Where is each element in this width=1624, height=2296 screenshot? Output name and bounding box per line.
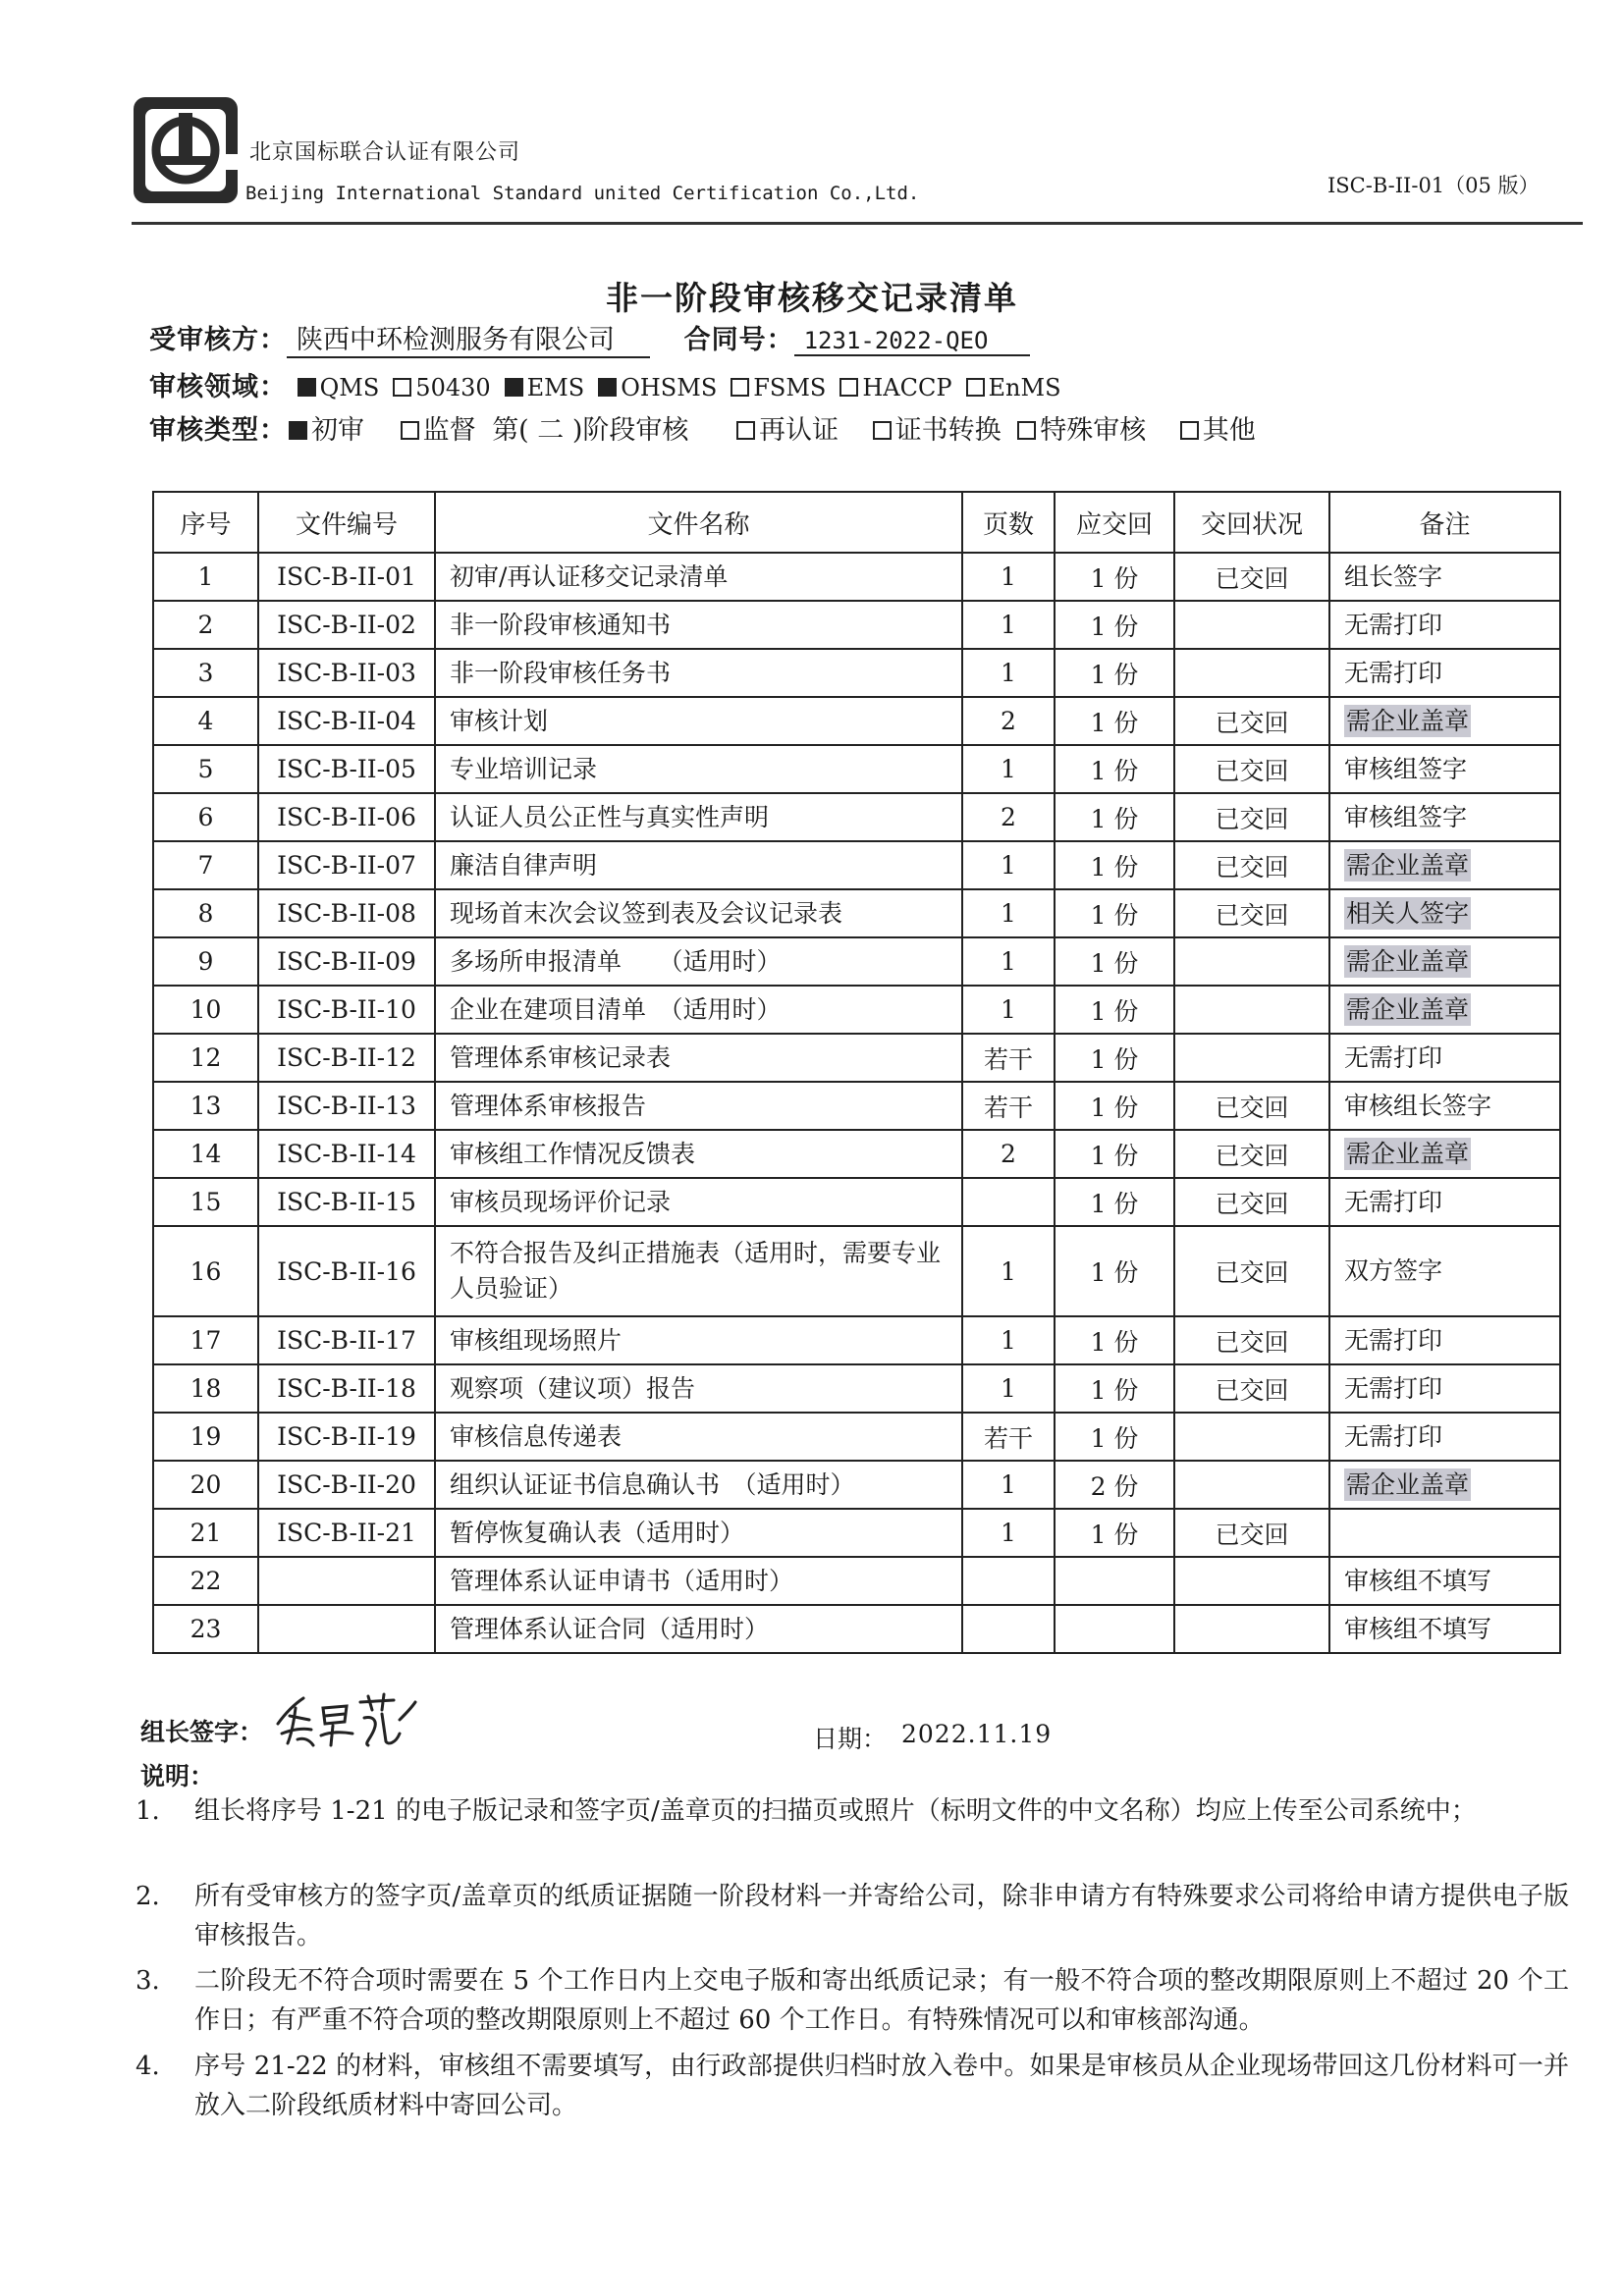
checkbox-domain-qms[interactable] (298, 378, 316, 397)
cell-code: ISC-B-II-20 (258, 1461, 435, 1509)
cell-no: 14 (153, 1130, 258, 1178)
cell-copies: 1 份 (1055, 841, 1174, 889)
remark-text: 审核组长签字 (1344, 1091, 1492, 1120)
remark-text: 审核组签字 (1344, 754, 1468, 783)
note-number: 3. (135, 1966, 160, 1996)
cell-remark (1329, 697, 1560, 745)
cell-pages: 1 (962, 937, 1055, 986)
table-row (153, 1178, 1560, 1226)
cell-name: 组织认证证书信息确认书 （适用时） (435, 1461, 962, 1509)
cell-pages (962, 1605, 1055, 1653)
remark-text: 无需打印 (1344, 1325, 1443, 1355)
cell-no: 9 (153, 937, 258, 986)
cell-no: 15 (153, 1178, 258, 1226)
note-text: 所有受审核方的签字页/盖章页的纸质证据随一阶段材料一并寄给公司，除非申请方有特殊要求公司将给申请方提供电子版审核报告。 (194, 1882, 1569, 1950)
cell-copies: 2 份 (1055, 1461, 1174, 1509)
col-header-remark: 备注 (1329, 492, 1560, 553)
table-row (153, 1082, 1560, 1130)
cell-name: 非一阶段审核任务书 (435, 649, 962, 697)
note-text: 组长将序号 1-21 的电子版记录和签字页/盖章页的扫描页或照片（标明文件的中文名称）均应上传至公司系统中； (194, 1796, 1477, 1826)
domain-option-label: EMS (526, 374, 585, 401)
cell-no: 20 (153, 1461, 258, 1509)
cell-copies: 1 份 (1055, 1178, 1174, 1226)
cell-name: 审核组现场照片 (435, 1316, 962, 1364)
checkbox-domain-50430[interactable] (393, 378, 411, 397)
checkbox-domain-haccp[interactable] (839, 378, 858, 397)
note-item (135, 1961, 1569, 2040)
col-header-copies: 应交回 (1055, 492, 1174, 553)
cell-status (1174, 1413, 1329, 1461)
table-row (153, 1413, 1560, 1461)
cell-copies: 1 份 (1055, 697, 1174, 745)
cell-remark (1329, 1509, 1560, 1557)
cell-copies: 1 份 (1055, 1413, 1174, 1461)
cell-pages: 若干 (962, 1082, 1055, 1130)
remark-text: 双方签字 (1344, 1256, 1443, 1285)
type-initial-label: 初审 (311, 415, 364, 446)
cell-pages: 1 (962, 553, 1055, 601)
table-row (153, 986, 1560, 1034)
cell-no: 19 (153, 1413, 258, 1461)
table-row (153, 937, 1560, 986)
cell-name: 暂停恢复确认表（适用时） (435, 1509, 962, 1557)
cell-pages: 2 (962, 793, 1055, 841)
cell-pages: 1 (962, 601, 1055, 649)
cell-pages: 2 (962, 1130, 1055, 1178)
remark-text: 无需打印 (1344, 658, 1443, 687)
cell-name: 多场所申报清单 （适用时） (435, 937, 962, 986)
cell-code: ISC-B-II-10 (258, 986, 435, 1034)
cell-code: ISC-B-II-18 (258, 1364, 435, 1413)
cell-pages: 1 (962, 745, 1055, 793)
cell-pages: 1 (962, 1226, 1055, 1316)
leader-signature-label: 组长签字： (140, 1718, 264, 1746)
remark-text: 需企业盖章 (1346, 994, 1470, 1024)
table-row (153, 649, 1560, 697)
cell-no: 8 (153, 889, 258, 937)
cell-remark (1329, 1130, 1560, 1178)
cell-pages: 1 (962, 1509, 1055, 1557)
table-row (153, 1605, 1560, 1653)
cell-no: 10 (153, 986, 258, 1034)
cell-no: 1 (153, 553, 258, 601)
remark-text: 需企业盖章 (1346, 946, 1470, 976)
cell-pages (962, 1557, 1055, 1605)
cell-status: 已交回 (1174, 841, 1329, 889)
col-header-status: 交回状况 (1174, 492, 1329, 553)
cell-name: 认证人员公正性与真实性声明 (435, 793, 962, 841)
contract-label: 合同号： (683, 325, 794, 355)
cell-name: 审核信息传递表 (435, 1413, 962, 1461)
cell-pages (962, 1178, 1055, 1226)
cell-status: 已交回 (1174, 553, 1329, 601)
cell-copies: 1 份 (1055, 889, 1174, 937)
checkbox-other[interactable] (1180, 421, 1199, 440)
cell-code: ISC-B-II-19 (258, 1413, 435, 1461)
checkbox-surveillance[interactable] (401, 421, 419, 440)
cell-name: 管理体系审核报告 (435, 1082, 962, 1130)
document-code: ISC-B-II-01（05 版） (1327, 174, 1540, 197)
table-row (153, 1509, 1560, 1557)
table-row (153, 841, 1560, 889)
cell-copies: 1 份 (1055, 745, 1174, 793)
note-text: 序号 21-22 的材料，审核组不需要填写，由行政部提供归档时放入卷中。如果是审核员从企业现场带回这几份材料可一并放入二阶段纸质材料中寄回公司。 (194, 2052, 1569, 2120)
cell-code: ISC-B-II-15 (258, 1178, 435, 1226)
cell-code: ISC-B-II-03 (258, 649, 435, 697)
cell-remark (1329, 1413, 1560, 1461)
remark-text: 需企业盖章 (1346, 1469, 1470, 1499)
note-item (135, 1791, 1569, 1831)
remark-text: 无需打印 (1344, 1373, 1443, 1403)
cell-pages: 2 (962, 697, 1055, 745)
cell-status (1174, 1557, 1329, 1605)
remark-text: 无需打印 (1344, 610, 1443, 639)
cell-remark (1329, 841, 1560, 889)
remark-text: 无需打印 (1344, 1187, 1443, 1216)
table-row (153, 745, 1560, 793)
cell-name: 专业培训记录 (435, 745, 962, 793)
table-row (153, 1557, 1560, 1605)
cell-pages: 1 (962, 841, 1055, 889)
cell-status (1174, 937, 1329, 986)
cell-status: 已交回 (1174, 697, 1329, 745)
cell-no: 3 (153, 649, 258, 697)
cell-copies: 1 份 (1055, 553, 1174, 601)
cell-remark (1329, 1316, 1560, 1364)
cell-status: 已交回 (1174, 1509, 1329, 1557)
table-row (153, 553, 1560, 601)
cell-status: 已交回 (1174, 1178, 1329, 1226)
cell-code: ISC-B-II-07 (258, 841, 435, 889)
domain-option-label: FSMS (753, 374, 827, 401)
checkbox-transfer[interactable] (873, 421, 892, 440)
cell-copies: 1 份 (1055, 986, 1174, 1034)
cell-status (1174, 986, 1329, 1034)
table-row (153, 697, 1560, 745)
cell-code: ISC-B-II-02 (258, 601, 435, 649)
remark-text: 审核组不填写 (1344, 1614, 1492, 1643)
auditee-line (149, 318, 1030, 358)
cell-code: ISC-B-II-01 (258, 553, 435, 601)
note-number: 1. (135, 1796, 160, 1826)
cell-status: 已交回 (1174, 1316, 1329, 1364)
remark-text: 相关人签字 (1346, 898, 1470, 928)
cell-copies: 1 份 (1055, 793, 1174, 841)
checkbox-domain-fsms[interactable] (731, 378, 749, 397)
remark-text: 审核组签字 (1344, 802, 1468, 831)
cell-no: 16 (153, 1226, 258, 1316)
cell-remark (1329, 1178, 1560, 1226)
cell-remark (1329, 1557, 1560, 1605)
domain-option-label: OHSMS (621, 374, 718, 401)
note-item (135, 1877, 1569, 1955)
checkbox-recert[interactable] (736, 421, 755, 440)
table-body (153, 553, 1560, 1653)
cell-remark (1329, 1226, 1560, 1316)
cell-copies: 1 份 (1055, 1130, 1174, 1178)
cell-status (1174, 1034, 1329, 1082)
table-row (153, 1364, 1560, 1413)
cell-no: 4 (153, 697, 258, 745)
cell-remark (1329, 601, 1560, 649)
page-title: 非一阶段审核移交记录清单 (606, 279, 1018, 317)
table-row (153, 1130, 1560, 1178)
cell-copies (1055, 1557, 1174, 1605)
domain-line (149, 365, 1067, 403)
cell-no: 18 (153, 1364, 258, 1413)
type-recert-label: 再认证 (759, 415, 839, 446)
checkbox-special[interactable] (1017, 421, 1036, 440)
cell-no: 2 (153, 601, 258, 649)
table-header-row (153, 492, 1560, 553)
cell-code: ISC-B-II-12 (258, 1034, 435, 1082)
cell-code: ISC-B-II-06 (258, 793, 435, 841)
domain-option-label: 50430 (415, 374, 491, 401)
cell-name: 初审/再认证移交记录清单 (435, 553, 962, 601)
table-row (153, 1034, 1560, 1082)
cell-status: 已交回 (1174, 1364, 1329, 1413)
col-header-name: 文件名称 (435, 492, 962, 553)
cell-remark (1329, 745, 1560, 793)
table-row (153, 1226, 1560, 1316)
cell-code: ISC-B-II-05 (258, 745, 435, 793)
cell-name: 管理体系认证合同（适用时） (435, 1605, 962, 1653)
checkbox-initial[interactable] (289, 421, 307, 440)
type-special-label: 特殊审核 (1040, 415, 1147, 446)
cell-no: 17 (153, 1316, 258, 1364)
remark-text: 需企业盖章 (1346, 1139, 1470, 1168)
date-value: 2022.11.19 (901, 1720, 1053, 1748)
cell-status: 已交回 (1174, 889, 1329, 937)
table-row (153, 889, 1560, 937)
remark-text: 组长签字 (1344, 561, 1443, 591)
type-transfer-label: 证书转换 (894, 415, 1001, 446)
cell-status: 已交回 (1174, 745, 1329, 793)
checkbox-domain-ems[interactable] (505, 378, 523, 397)
cell-name: 现场首末次会议签到表及会议记录表 (435, 889, 962, 937)
cell-status: 已交回 (1174, 1130, 1329, 1178)
cell-copies: 1 份 (1055, 1316, 1174, 1364)
cell-status: 已交回 (1174, 1082, 1329, 1130)
domain-checkbox-list (296, 372, 1067, 402)
cell-status (1174, 1461, 1329, 1509)
cell-code (258, 1605, 435, 1653)
cell-name: 观察项（建议项）报告 (435, 1364, 962, 1413)
remark-text: 需企业盖章 (1346, 706, 1470, 735)
type-other-label: 其他 (1202, 415, 1256, 446)
remark-text: 需企业盖章 (1346, 850, 1470, 880)
cell-remark (1329, 986, 1560, 1034)
type-line (149, 408, 1256, 447)
cell-remark (1329, 1605, 1560, 1653)
notes-title: 说明： (140, 1762, 215, 1790)
cell-no: 6 (153, 793, 258, 841)
cell-status: 已交回 (1174, 793, 1329, 841)
col-header-no: 序号 (153, 492, 258, 553)
cell-name: 审核计划 (435, 697, 962, 745)
cell-copies: 1 份 (1055, 1509, 1174, 1557)
type-label: 审核类型： (149, 415, 287, 446)
remark-text: 无需打印 (1344, 1421, 1443, 1451)
cell-copies: 1 份 (1055, 601, 1174, 649)
remark-text: 无需打印 (1344, 1042, 1443, 1072)
cell-code: ISC-B-II-14 (258, 1130, 435, 1178)
cell-remark (1329, 1082, 1560, 1130)
cell-remark (1329, 937, 1560, 986)
cell-name: 廉洁自律声明 (435, 841, 962, 889)
cell-remark (1329, 1364, 1560, 1413)
cell-no: 23 (153, 1605, 258, 1653)
date-label: 日期： (813, 1725, 888, 1753)
cell-code: ISC-B-II-16 (258, 1226, 435, 1316)
org-name-cn: 北京国标联合认证有限公司 (249, 140, 521, 165)
cell-pages: 若干 (962, 1034, 1055, 1082)
type-surveillance-label: 监督 (422, 415, 476, 446)
table-row (153, 1316, 1560, 1364)
auditee-value: 陕西中环检测服务有限公司 (287, 318, 650, 358)
cell-copies: 1 份 (1055, 1082, 1174, 1130)
cell-remark (1329, 553, 1560, 601)
transfer-record-table (152, 491, 1561, 1654)
checkbox-domain-ohsms[interactable] (598, 378, 617, 397)
cell-remark (1329, 649, 1560, 697)
cell-code: ISC-B-II-08 (258, 889, 435, 937)
cell-pages: 1 (962, 986, 1055, 1034)
note-item (135, 2047, 1569, 2125)
cell-name: 审核组工作情况反馈表 (435, 1130, 962, 1178)
cell-status (1174, 1605, 1329, 1653)
cell-name: 非一阶段审核通知书 (435, 601, 962, 649)
cell-pages: 1 (962, 889, 1055, 937)
bisc-logo-icon (132, 95, 240, 205)
cell-name: 审核员现场评价记录 (435, 1178, 962, 1226)
cell-copies: 1 份 (1055, 1364, 1174, 1413)
cell-copies: 1 份 (1055, 1034, 1174, 1082)
cell-remark (1329, 793, 1560, 841)
cell-pages: 若干 (962, 1413, 1055, 1461)
cell-status (1174, 601, 1329, 649)
checkbox-domain-enms[interactable] (966, 378, 985, 397)
cell-pages: 1 (962, 1364, 1055, 1413)
cell-name: 管理体系审核记录表 (435, 1034, 962, 1082)
cell-no: 22 (153, 1557, 258, 1605)
cell-code (258, 1557, 435, 1605)
handwritten-signature (270, 1690, 417, 1749)
cell-code: ISC-B-II-13 (258, 1082, 435, 1130)
table-row (153, 793, 1560, 841)
cell-remark (1329, 889, 1560, 937)
col-header-pages: 页数 (962, 492, 1055, 553)
cell-code: ISC-B-II-04 (258, 697, 435, 745)
cell-copies: 1 份 (1055, 937, 1174, 986)
col-header-code: 文件编号 (258, 492, 435, 553)
note-number: 4. (135, 2052, 160, 2081)
cell-code: ISC-B-II-21 (258, 1509, 435, 1557)
table-row (153, 1461, 1560, 1509)
type-stage-label: 第( 二 )阶段审核 (492, 415, 689, 446)
cell-name: 不符合报告及纠正措施表（适用时，需要专业人员验证） (435, 1226, 962, 1316)
cell-pages: 1 (962, 649, 1055, 697)
domain-option-label: EnMS (988, 374, 1061, 401)
cell-name: 企业在建项目清单 （适用时） (435, 986, 962, 1034)
domain-option-label: QMS (319, 374, 380, 401)
header-divider (132, 222, 1583, 225)
table-row (153, 601, 1560, 649)
cell-name: 管理体系认证申请书（适用时） (435, 1557, 962, 1605)
cell-copies: 1 份 (1055, 1226, 1174, 1316)
domain-option-label: HACCP (862, 374, 952, 401)
auditee-label: 受审核方： (149, 325, 287, 355)
remark-text: 审核组不填写 (1344, 1566, 1492, 1595)
domain-label: 审核领域： (149, 372, 287, 402)
contract-value: 1231-2022-QEO (794, 327, 1030, 356)
note-number: 2. (135, 1882, 160, 1911)
cell-copies: 1 份 (1055, 649, 1174, 697)
cell-no: 7 (153, 841, 258, 889)
note-text: 二阶段无不符合项时需要在 5 个工作日内上交电子版和寄出纸质记录；有一般不符合项的整改期限原则上不超过 20 个工作日；有严重不符合项的整改期限原则上不超过 60 个工作日。有特殊情况可以和审核部沟通。 (194, 1966, 1569, 2035)
cell-no: 13 (153, 1082, 258, 1130)
cell-no: 21 (153, 1509, 258, 1557)
cell-remark (1329, 1461, 1560, 1509)
cell-no: 5 (153, 745, 258, 793)
cell-status: 已交回 (1174, 1226, 1329, 1316)
cell-pages: 1 (962, 1316, 1055, 1364)
cell-code: ISC-B-II-09 (258, 937, 435, 986)
cell-remark (1329, 1034, 1560, 1082)
cell-status (1174, 649, 1329, 697)
cell-copies (1055, 1605, 1174, 1653)
org-name-en: Beijing International Standard united Certification Co.,Ltd. (245, 183, 920, 204)
cell-code: ISC-B-II-17 (258, 1316, 435, 1364)
cell-no: 12 (153, 1034, 258, 1082)
cell-pages: 1 (962, 1461, 1055, 1509)
